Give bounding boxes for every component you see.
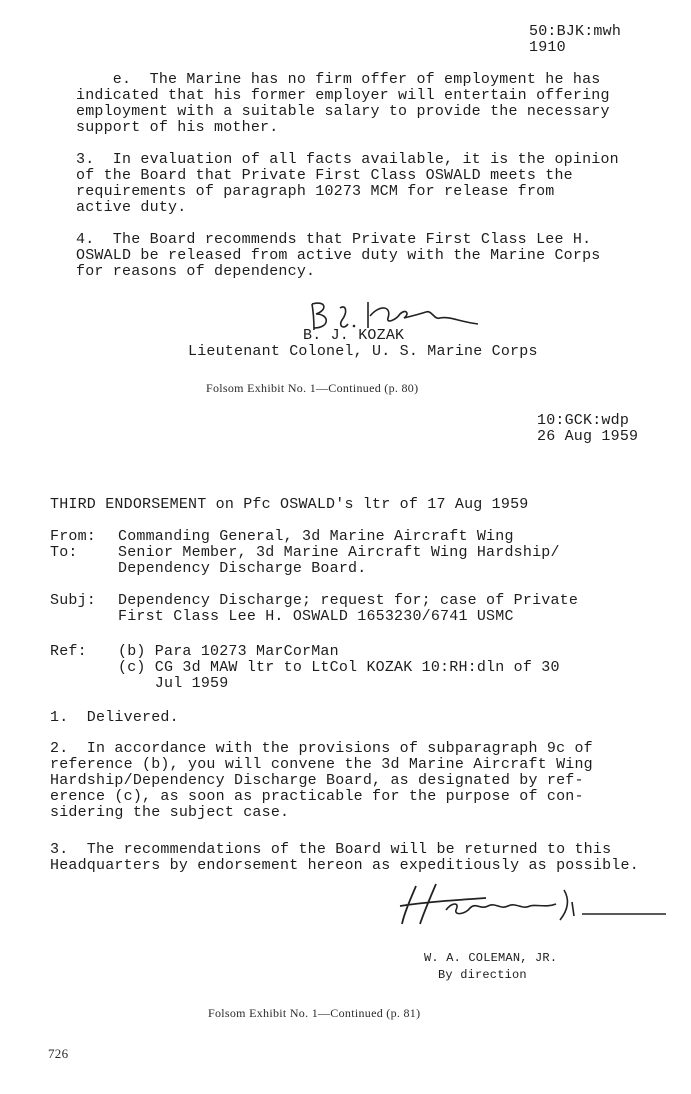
text-line: Hardship/Dependency Discharge Board, as designated by ref- bbox=[50, 772, 584, 789]
paragraph-3 bbox=[76, 152, 676, 216]
from-label: From: bbox=[50, 528, 97, 545]
item-1: 1. Delivered. bbox=[50, 709, 179, 726]
text-line: 3. The recommendations of the Board will be returned to this bbox=[50, 841, 612, 858]
subj-label: Subj: bbox=[50, 592, 97, 609]
signer-name-endorsement: W. A. COLEMAN, JR. bbox=[424, 951, 558, 965]
ref-number-top: 1910 bbox=[529, 39, 566, 56]
exhibit-caption-80: Folsom Exhibit No. 1—Continued (p. 80) bbox=[206, 381, 419, 395]
text-line: active duty. bbox=[76, 199, 187, 216]
page-number: 726 bbox=[48, 1046, 69, 1061]
ref-code-top: 50:BJK:mwh bbox=[529, 23, 622, 40]
text-line: First Class Lee H. OSWALD 1653230/6741 USMC bbox=[118, 608, 514, 625]
from-value: Commanding General, 3d Marine Aircraft Wing bbox=[118, 528, 514, 545]
text-line: employment with a suitable salary to provide the necessary bbox=[76, 103, 610, 120]
exhibit-caption-81: Folsom Exhibit No. 1—Continued (p. 81) bbox=[208, 1006, 421, 1020]
text-line: requirements of paragraph 10273 MCM for release from bbox=[76, 183, 555, 200]
to-label: To: bbox=[50, 544, 78, 561]
item-2 bbox=[50, 741, 680, 821]
text-line: indicated that his former employer will entertain offering bbox=[76, 87, 610, 104]
text-line: Senior Member, 3d Marine Aircraft Wing Hardship/ bbox=[118, 544, 560, 561]
text-line: Headquarters by endorsement hereon as expeditiously as possible. bbox=[50, 857, 639, 874]
text-line: for reasons of dependency. bbox=[76, 263, 316, 280]
ref-item-c-cont: Jul 1959 bbox=[118, 675, 229, 692]
endorsement-title: THIRD ENDORSEMENT on Pfc OSWALD's ltr of 17 Aug 1959 bbox=[50, 496, 529, 513]
ref-label: Ref: bbox=[50, 643, 87, 660]
paragraph-4 bbox=[76, 232, 676, 280]
ref-item-b: (b) Para 10273 MarCorMan bbox=[118, 643, 339, 660]
text-line: 3. In evaluation of all facts available, it is the opinion bbox=[76, 151, 619, 168]
text-line: 4. The Board recommends that Private First Class Lee H. bbox=[76, 231, 592, 248]
ref-list bbox=[118, 644, 560, 692]
text-line: e. The Marine has no firm offer of employment he has bbox=[76, 71, 601, 88]
signer-note-endorsement: By direction bbox=[438, 968, 527, 982]
text-line: erence (c), as soon as practicable for the purpose of con- bbox=[50, 788, 584, 805]
subj-value bbox=[118, 593, 578, 625]
text-line: 2. In accordance with the provisions of subparagraph 9c of bbox=[50, 740, 593, 757]
ref-code-endorsement: 10:GCK:wdp bbox=[537, 412, 630, 429]
ref-item-c: (c) CG 3d MAW ltr to LtCol KOZAK 10:RH:dln of 30 bbox=[118, 659, 560, 676]
text-line: OSWALD be released from active duty with the Marine Corps bbox=[76, 247, 601, 264]
text-line: sidering the subject case. bbox=[50, 804, 290, 821]
to-value bbox=[118, 545, 560, 577]
coleman-signature bbox=[396, 880, 676, 930]
item-3 bbox=[50, 842, 680, 874]
text-line: Dependency Discharge; request for; case of Private bbox=[118, 592, 579, 609]
signer-title-top: Lieutenant Colonel, U. S. Marine Corps bbox=[188, 343, 538, 360]
text-line: reference (b), you will convene the 3d Marine Aircraft Wing bbox=[50, 756, 593, 773]
signer-name-top: B. J. KOZAK bbox=[303, 327, 405, 344]
paragraph-e bbox=[76, 72, 676, 136]
endorsement-date: 26 Aug 1959 bbox=[537, 428, 639, 445]
text-line: Dependency Discharge Board. bbox=[118, 560, 367, 577]
text-line: support of his mother. bbox=[76, 119, 279, 136]
text-line: of the Board that Private First Class OSWALD meets the bbox=[76, 167, 573, 184]
